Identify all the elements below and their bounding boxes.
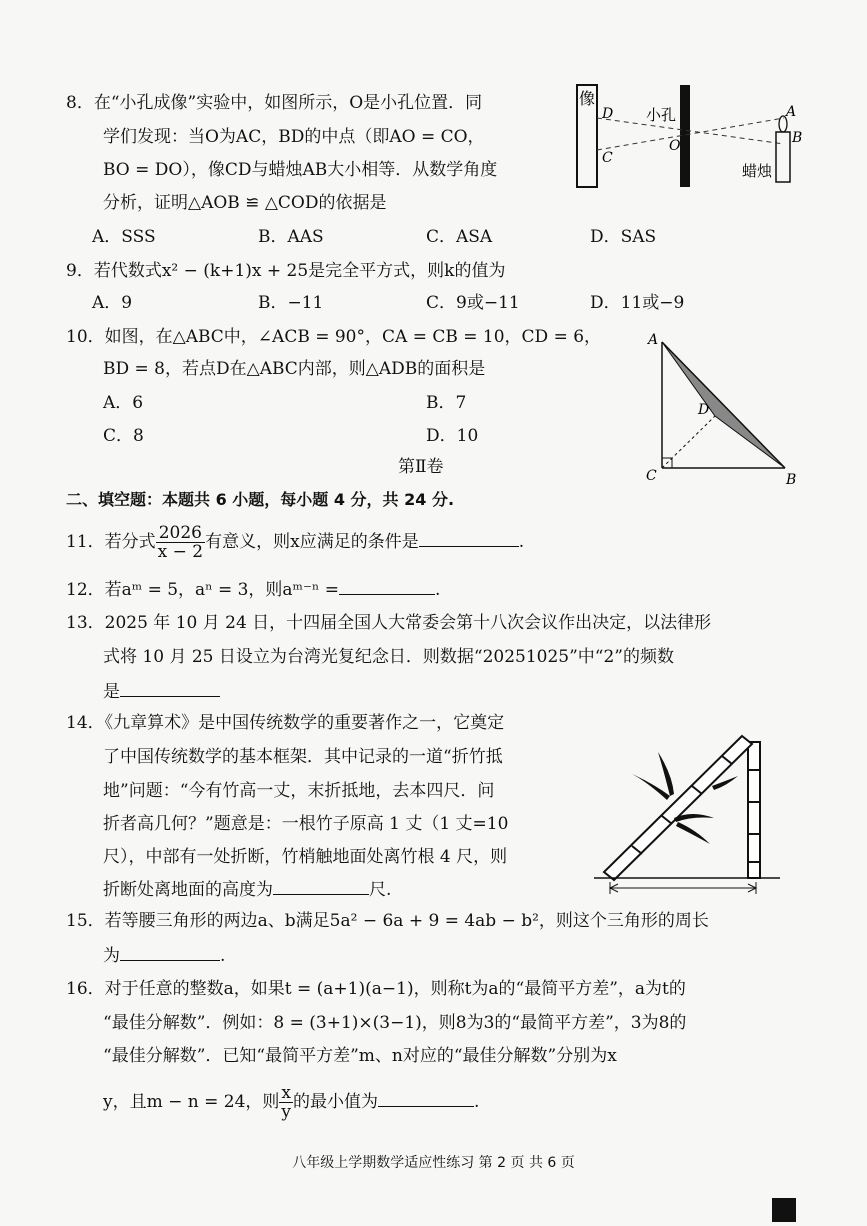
q9-option-d: D．11或−9 [590, 293, 685, 313]
q16-line-4: y，且m − n = 24，则 $\frac{x}{y}$ 的最小值为 . [103, 1083, 480, 1122]
q9-option-c: C．9或−11 [426, 293, 520, 313]
q14-line-5: 尺），中部有一处折断，竹梢触地面处离竹根 4 尺，则 [103, 847, 508, 867]
q8-option-a: A．SSS [92, 227, 156, 247]
svg-text:C: C [602, 150, 613, 166]
q12: 12．若aᵐ = 5，aⁿ = 3，则aᵐ⁻ⁿ = . [66, 580, 441, 600]
q14-line-2: 了中国传统数学的基本框架．其中记录的一道“折竹抵 [103, 747, 503, 767]
q14-line-4: 折者高几何？”题意是：一根竹子原高 1 丈（1 丈=10 [103, 814, 509, 834]
triangle-figure [640, 328, 810, 493]
q13-line-1: 13．2025 年 10 月 24 日，十四届全国人大常委会第十八次会议作出决定，以法律形 [66, 613, 712, 633]
svg-text:A: A [648, 332, 659, 348]
q14-line-6: 折断处离地面的高度为 尺. [103, 880, 392, 900]
q10-option-b: B．7 [426, 393, 467, 413]
svg-text:D: D [698, 402, 710, 418]
q10-line-1: 10．如图，在△ABC中，∠ACB = 90°，CA = CB = 10，CD = 6， [66, 327, 602, 347]
q15-line-1: 15．若等腰三角形的两边a、b满足5a² − 6a + 9 = 4ab − b²，则这个三角形的周长 [66, 911, 709, 931]
svg-text:B: B [792, 130, 803, 146]
q16-line-3: “最佳分解数”．已知“最简平方差”m、n对应的“最佳分解数”分别为x [103, 1046, 617, 1066]
q9-stem: 9．若代数式x² − (k+1)x + 25是完全平方式，则k的值为 [66, 261, 506, 281]
q11: 11．若分式 $\frac{2026}{x - 2}$ 有意义，则x应满足的条件是 . [66, 523, 525, 562]
q8-line-1: 8．在“小孔成像”实验中，如图所示，O是小孔位置．同 [66, 93, 483, 113]
q9-option-a: A．9 [92, 293, 133, 313]
figure-label-image: 像 [579, 89, 596, 108]
section-heading: 二、填空题：本题共 6 小题，每小题 4 分，共 24 分. [66, 490, 455, 509]
bamboo-figure [592, 722, 782, 897]
q8-option-d: D．SAS [590, 227, 657, 247]
q13-line-2: 式将 10 月 25 日设立为台湾光复纪念日．则数据“20251025”中“2”的频数 [103, 647, 674, 667]
q8-option-c: C．ASA [426, 227, 493, 247]
svg-text:A: A [786, 104, 797, 120]
q10-option-c: C．8 [103, 426, 144, 446]
q10-option-a: A．6 [103, 393, 144, 413]
q13-line-3: 是 [103, 680, 220, 703]
pinhole-figure [572, 80, 812, 195]
q10-line-2: BD = 8，若点D在△ABC内部，则△ADB的面积是 [103, 359, 486, 379]
q8-option-b: B．AAS [258, 227, 324, 247]
svg-text:O: O [669, 138, 681, 154]
q9-option-b: B．−11 [258, 293, 324, 313]
svg-text:C: C [646, 468, 657, 484]
q14-line-3: 地”问题：“今有竹高一丈，末折抵地，去本四尺．问 [103, 781, 495, 801]
q10-option-d: D．10 [426, 426, 479, 446]
figure-label-hole: 小孔 [646, 106, 677, 124]
figure-label-candle: 蜡烛 [742, 162, 773, 180]
q14-line-1: 14．《九章算术》是中国传统数学的重要著作之一，它奠定 [66, 713, 505, 733]
q8-line-2: 学们发现：当O为AC，BD的中点（即AO = CO， [103, 127, 485, 147]
q16-line-1: 16．对于任意的整数a，如果t = (a+1)(a−1)，则称t为a的“最简平方差”，a为t的 [66, 979, 686, 999]
q8-line-4: 分析，证明△AOB ≌ △COD的依据是 [103, 193, 387, 213]
svg-text:B: B [786, 472, 797, 488]
page-footer: 八年级上学期数学适应性练习 第 2 页 共 6 页 [292, 1155, 575, 1171]
corner-mark [772, 1198, 796, 1222]
section-title: 第Ⅱ卷 [398, 457, 444, 477]
q8-line-3: BO = DO），像CD与蜡烛AB大小相等．从数学角度 [103, 160, 498, 180]
q16-line-2: “最佳分解数”．例如：8 = (3+1)×(3−1)，则8为3的“最简平方差”，3为8的 [103, 1013, 687, 1033]
q15-line-2: 为 . [103, 946, 226, 966]
svg-text:D: D [602, 106, 614, 122]
